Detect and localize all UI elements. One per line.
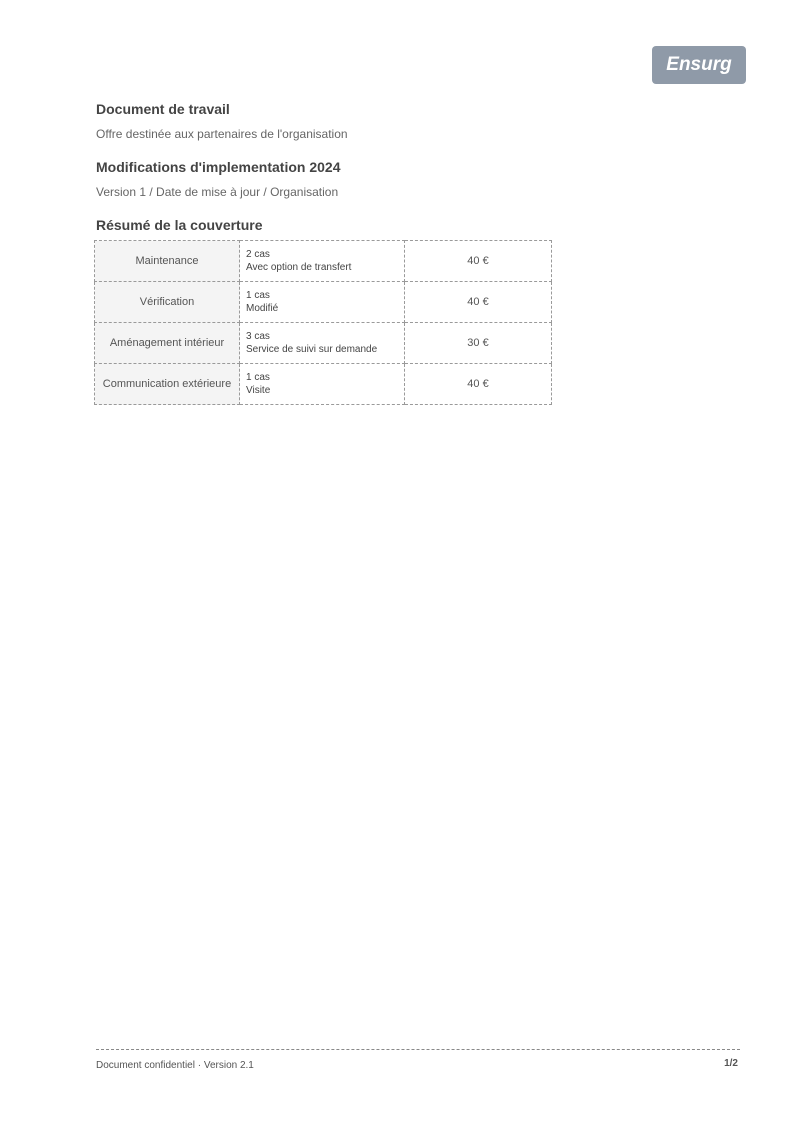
row-label: Maintenance — [95, 241, 240, 282]
section-subline-document: Offre destinée aux partenaires de l'organisation — [96, 127, 348, 141]
footer-divider — [96, 1049, 740, 1050]
row-detail-count: 1 cas — [246, 372, 270, 383]
row-detail-count: 2 cas — [246, 249, 270, 260]
row-detail — [240, 364, 405, 405]
row-detail — [240, 323, 405, 364]
row-detail — [240, 241, 405, 282]
section-heading-modifications: Modifications d'implementation 2024 — [96, 159, 341, 175]
row-detail-count: 3 cas — [246, 331, 270, 342]
row-label: Communication extérieure — [95, 364, 240, 405]
row-detail — [240, 282, 405, 323]
table-row — [95, 241, 552, 282]
brand-badge: Ensurg — [652, 46, 746, 84]
row-detail-note: Service de suivi sur demande — [246, 344, 378, 355]
row-detail-note: Avec option de transfert — [246, 262, 352, 273]
row-detail-note: Visite — [246, 385, 271, 396]
row-value: 40 € — [405, 364, 552, 405]
section-heading-summary: Résumé de la couverture — [96, 217, 263, 233]
footer-text: Document confidentiel · Version 2.1 — [96, 1060, 254, 1071]
table-row — [95, 364, 552, 405]
page-number: 1/2 — [724, 1058, 738, 1069]
table-row — [95, 323, 552, 364]
section-heading-document: Document de travail — [96, 101, 230, 117]
table-row — [95, 282, 552, 323]
row-detail-note: Modifié — [246, 303, 279, 314]
coverage-table — [94, 240, 552, 405]
row-detail-count: 1 cas — [246, 290, 270, 301]
row-value: 40 € — [405, 282, 552, 323]
row-value: 30 € — [405, 323, 552, 364]
row-label: Vérification — [95, 282, 240, 323]
row-label: Aménagement intérieur — [95, 323, 240, 364]
row-value: 40 € — [405, 241, 552, 282]
section-subline-modifications: Version 1 / Date de mise à jour / Organisation — [96, 185, 339, 199]
